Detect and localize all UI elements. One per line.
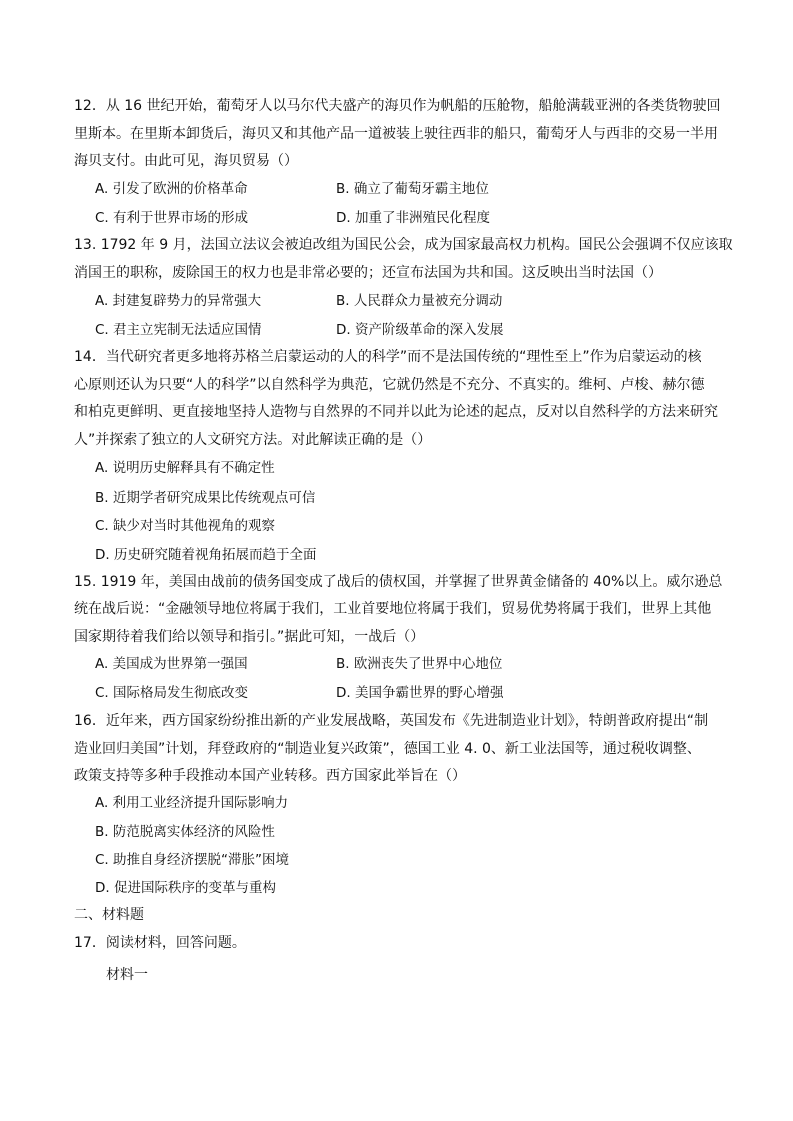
q15-line-2: 统在战后说：“金融领导地位将属于我们，工业首要地位将属于我们，贸易优势将属于我们，世界上其他	[74, 601, 712, 617]
q12-option-c: C. 有利于世界市场的形成	[95, 210, 249, 226]
q13-line-1: 13. 1792 年 9 月，法国立法议会被迫改组为国民公会，成为国家最高权力机构。国民公会强调不仅应该取	[74, 237, 733, 253]
q14-line-2: 心原则还认为只要“人的科学”以自然科学为典范，它就仍然是不充分、不真实的。维柯、卢梭、赫尔德	[74, 377, 705, 393]
q15-option-d: D. 美国争霸世界的野心增强	[336, 685, 504, 701]
q14-option-c: C. 缺少对当时其他视角的观察	[95, 518, 276, 534]
q16-option-b: B. 防范脱离实体经济的风险性	[95, 824, 275, 840]
section-title: 二、材料题	[74, 907, 144, 923]
q12-option-b: B. 确立了葡萄牙霸主地位	[336, 181, 489, 197]
q12-option-d: D. 加重了非洲殖民化程度	[336, 210, 490, 226]
q16-option-d: D. 促进国际秩序的变革与重构	[95, 880, 276, 896]
q14-line-4: 人”并探索了独立的人文研究方法。对此解读正确的是（）	[74, 432, 432, 448]
q14-option-a: A. 说明历史解释具有不确定性	[95, 460, 275, 476]
q17-title: 17．阅读材料，回答问题。	[74, 935, 246, 951]
q16-line-2: 造业回归美国”计划，拜登政府的“制造业复兴政策”，德国工业 4. 0、新工业法国等，通过税收调整、	[74, 741, 701, 757]
q16-option-a: A. 利用工业经济提升国际影响力	[95, 795, 289, 811]
q15-option-a: A. 美国成为世界第一强国	[95, 656, 248, 672]
q13-option-d: D. 资产阶级革命的深入发展	[336, 322, 504, 338]
q13-line-2: 消国王的职称，废除国王的权力也是非常必要的；还宣布法国为共和国。这反映出当时法国（）	[74, 265, 662, 281]
q16-option-c: C. 助推自身经济摆脱“滞胀”困境	[95, 852, 289, 868]
material-label: 材料一	[106, 967, 148, 983]
q16-line-3: 政策支持等多种手段推动本国产业转移。西方国家此举旨在（）	[74, 768, 466, 784]
q14-option-b: B. 近期学者研究成果比传统观点可信	[95, 490, 316, 506]
q13-option-a: A. 封建复辟势力的异常强大	[95, 293, 262, 309]
q15-option-b: B. 欧洲丧失了世界中心地位	[336, 656, 503, 672]
q13-option-c: C. 君主立宪制无法适应国情	[95, 322, 262, 338]
q13-option-b: B. 人民群众力量被充分调动	[336, 293, 503, 309]
q15-line-1: 15. 1919 年，美国由战前的债务国变成了战后的债权国，并掌握了世界黄金储备的 40%以上。威尔逊总	[74, 574, 723, 590]
q14-option-d: D. 历史研究随着视角拓展而趋于全面	[95, 547, 317, 563]
q15-line-3: 国家期待着我们给以领导和指引。”据此可知，一战后（）	[74, 629, 425, 645]
q16-line-1: 16．近年来，西方国家纷纷推出新的产业发展战略，英国发布《先进制造业计划》，特朗普政府提出“制	[74, 713, 709, 729]
q14-line-1: 14．当代研究者更多地将苏格兰启蒙运动的人的科学”而不是法国传统的“理性至上”作为启蒙运动的核	[74, 349, 702, 365]
q12-line-2: 里斯本。在里斯本卸货后，海贝又和其他产品一道被装上驶往西非的船只，葡萄牙人与西非的交易一半用	[74, 126, 718, 142]
q14-line-3: 和柏克更鲜明、更直接地坚持人造物与自然界的不同并以此为论述的起点，反对以自然科学的方法来研究	[74, 404, 718, 420]
q12-line-1: 12．从 16 世纪开始，葡萄牙人以马尔代夫盛产的海贝作为帆船的压舱物，船舱满载亚洲的各类货物驶回	[74, 98, 721, 114]
q15-option-c: C. 国际格局发生彻底改变	[95, 685, 249, 701]
q12-option-a: A. 引发了欧洲的价格革命	[95, 181, 248, 197]
q12-line-3: 海贝支付。由此可见，海贝贸易（）	[74, 153, 298, 169]
